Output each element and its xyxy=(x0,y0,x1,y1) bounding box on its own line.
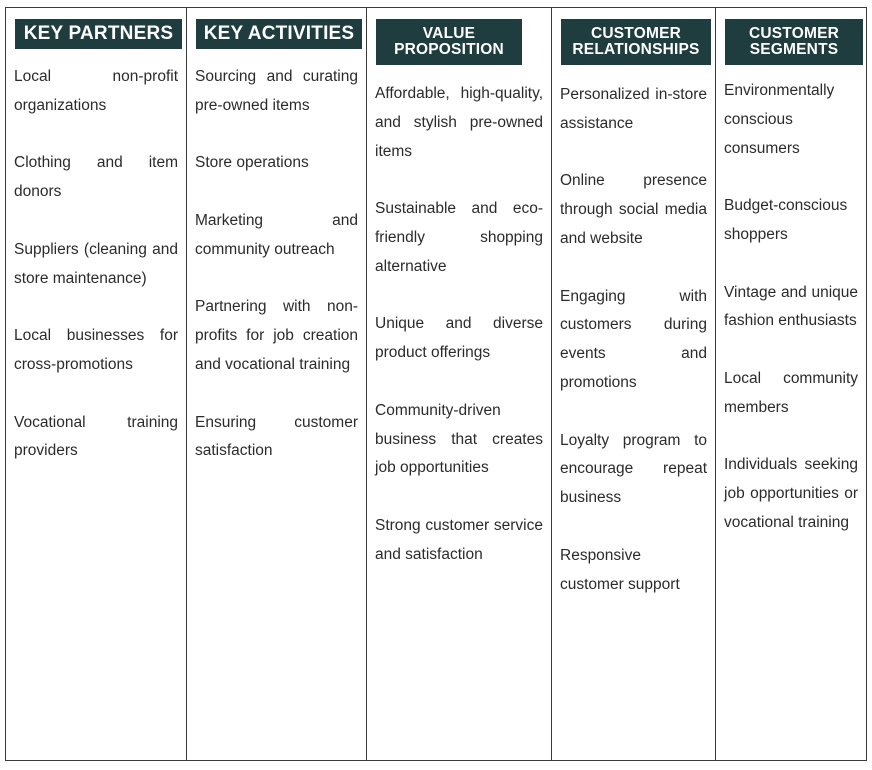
header-key-partners: KEY PARTNERS xyxy=(15,19,182,49)
list-key-activities xyxy=(195,63,358,495)
list-item: Clothing and item donors xyxy=(14,154,178,201)
list-customer-relationships xyxy=(560,81,707,628)
list-item: Sourcing and curating pre-owned items xyxy=(195,68,358,114)
column-key-partners xyxy=(6,8,187,760)
header-customer-segments: CUSTOMER SEGMENTS xyxy=(725,19,863,65)
list-item: Ensuring customer satisfaction xyxy=(195,413,358,460)
list-item: Individuals seeking job opportunities or vocational training xyxy=(724,456,858,531)
list-item: Suppliers (cleaning and store maintenance) xyxy=(14,240,178,287)
column-value-proposition xyxy=(367,8,552,760)
list-item: Sustainable and eco-friendly shopping alternative xyxy=(375,200,543,275)
list-item: Online presence through social media and website xyxy=(560,172,707,247)
header-value-proposition: VALUE PROPOSITION xyxy=(376,19,522,65)
list-item: Engaging with customers during events and promotions xyxy=(560,287,707,391)
list-item: Partnering with non-profits for job creation and vocational training xyxy=(195,298,358,373)
column-customer-segments xyxy=(716,8,866,760)
header-key-activities: KEY ACTIVITIES xyxy=(196,19,362,49)
business-model-canvas-table xyxy=(5,7,867,761)
list-customer-segments xyxy=(724,77,858,567)
list-key-partners xyxy=(14,63,178,495)
list-item: Marketing and community outreach xyxy=(195,211,358,258)
list-item: Personalized in-store assistance xyxy=(560,86,707,132)
list-item: Local non-profit organizations xyxy=(14,68,178,114)
list-item: Responsive customer support xyxy=(560,546,680,593)
list-item: Loyalty program to encourage repeat business xyxy=(560,431,707,507)
list-item: Local businesses for cross-promotions xyxy=(14,327,178,373)
list-item: Unique and diverse product offerings xyxy=(375,315,543,362)
list-item: Strong customer service and satisfaction xyxy=(375,516,543,563)
list-item: Vocational training providers xyxy=(14,413,178,460)
list-item: Vintage and unique fashion enthusiasts xyxy=(724,283,858,330)
list-item: Affordable, high-quality, and stylish pre-owned items xyxy=(375,85,543,160)
list-item: Local community members xyxy=(724,369,858,416)
column-key-activities xyxy=(187,8,367,760)
column-customer-relationships xyxy=(552,8,716,760)
header-customer-relationships: CUSTOMER RELATIONSHIPS xyxy=(561,19,711,65)
list-item: Community-driven business that creates job opportunities xyxy=(375,401,543,477)
list-item: Store operations xyxy=(195,154,309,172)
list-item: Environmentally conscious consumers xyxy=(724,82,835,157)
list-item: Budget-conscious shoppers xyxy=(724,197,848,243)
list-value-proposition xyxy=(375,80,543,598)
